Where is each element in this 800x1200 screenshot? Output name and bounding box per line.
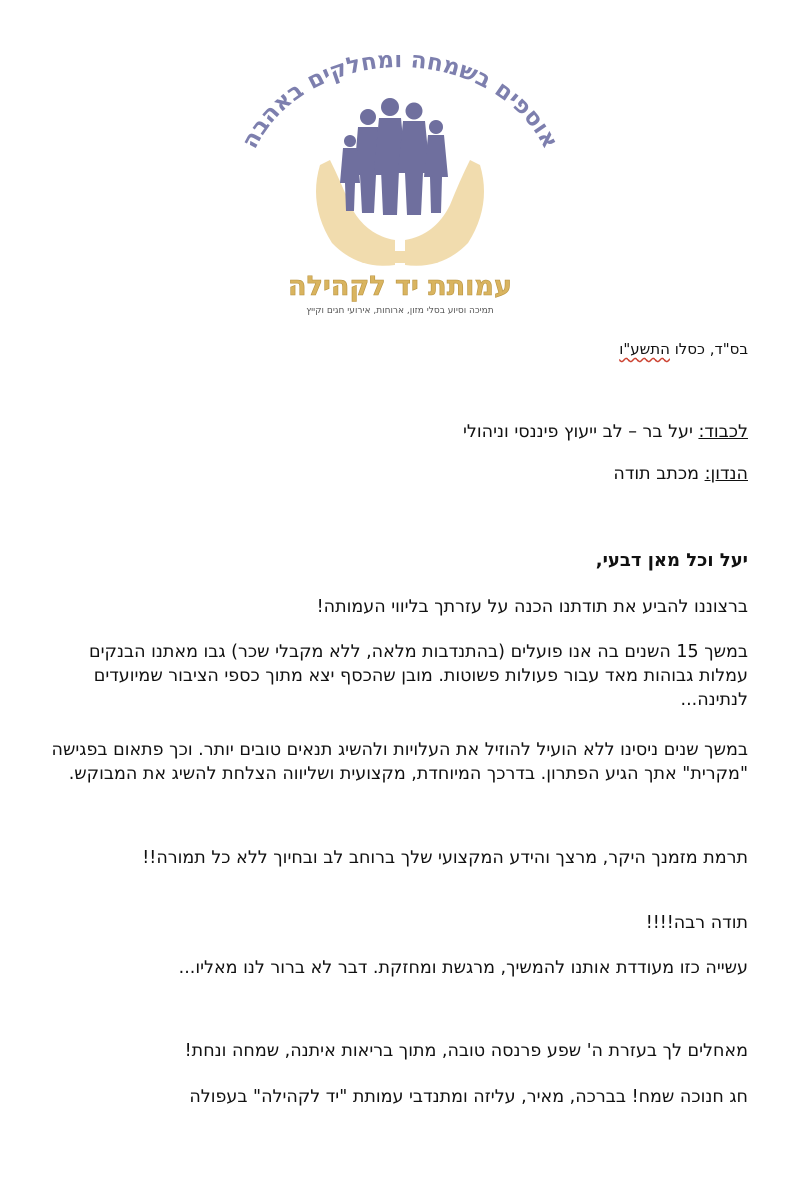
letter-greeting: יעל וכל מאן דבעי, [595,550,748,571]
paragraph: תרמת מזמנך היקר, מרצך והידע המקצועי שלך ברוחב לב ובחיוך ללא כל תמורה!! [142,848,748,868]
logo-org-name: עמותת יד לקהילה [288,271,512,302]
paragraph: חג חנוכה שמח! בברכה, מאיר, עליזה ומתנדבי עמותת "יד לקהילה" בעפולה [189,1087,748,1107]
letter-recipient [463,422,748,442]
paragraph: עשייה כזו מעודדת אותנו להמשיך, מרגשת ומחזקת. דבר לא ברור לנו מאליו... [178,958,748,978]
letter-subject [613,464,748,484]
recipient-label: לכבוד: [698,422,748,442]
paragraph: ברצוננו להביע את תודתנו הכנה על עזרתך בליווי העמותה! [316,597,748,617]
letter-date [619,340,748,358]
paragraph: מאחלים לך בעזרת ה' שפע פרנסה טובה, מתוך בריאות איתנה, שמחה ונחת! [184,1041,748,1061]
date-year: התשע"ו [619,340,670,358]
recipient-value: יעל בר – לב ייעוץ פיננסי וניהולי [463,422,699,442]
logo-arc-slogan: אוספים בשמחה ומחלקים באהבה [237,55,563,153]
subject-label: הנדון: [704,464,748,484]
date-prefix: בס"ד, כסלו [669,340,748,358]
organization-logo [190,55,610,335]
paragraph: במשך שנים ניסינו ללא הועיל להוזיל את העלויות ולהשיג תנאים טובים יותר. וכך פתאום בפגישה "מקרית" אתך הגיע הפתרון. בדרכך המיוחדת, מקצועית ושליווה הצלחת להשיג את המבוקש. [51,740,748,784]
paragraph: תודה רבה!!!! [645,913,748,933]
logo-graphic [190,55,610,335]
paragraph: במשך 15 השנים בה אנו פועלים (בהתנדבות מלאה, ללא מקבלי שכר) גבו מאתנו הבנקים עמלות גבוהות מאד עבור פעולות פשוטות. מובן שהכסף יצא מתוך כספי הציבור שמיועדים לנתינה... [89,642,748,710]
subject-value: מכתב תודה [613,464,705,484]
logo-tagline: תמיכה וסיוע בסלי מזון, ארוחות, אירועי חגים וקייץ [306,306,494,316]
family-figures-icon [340,98,448,215]
